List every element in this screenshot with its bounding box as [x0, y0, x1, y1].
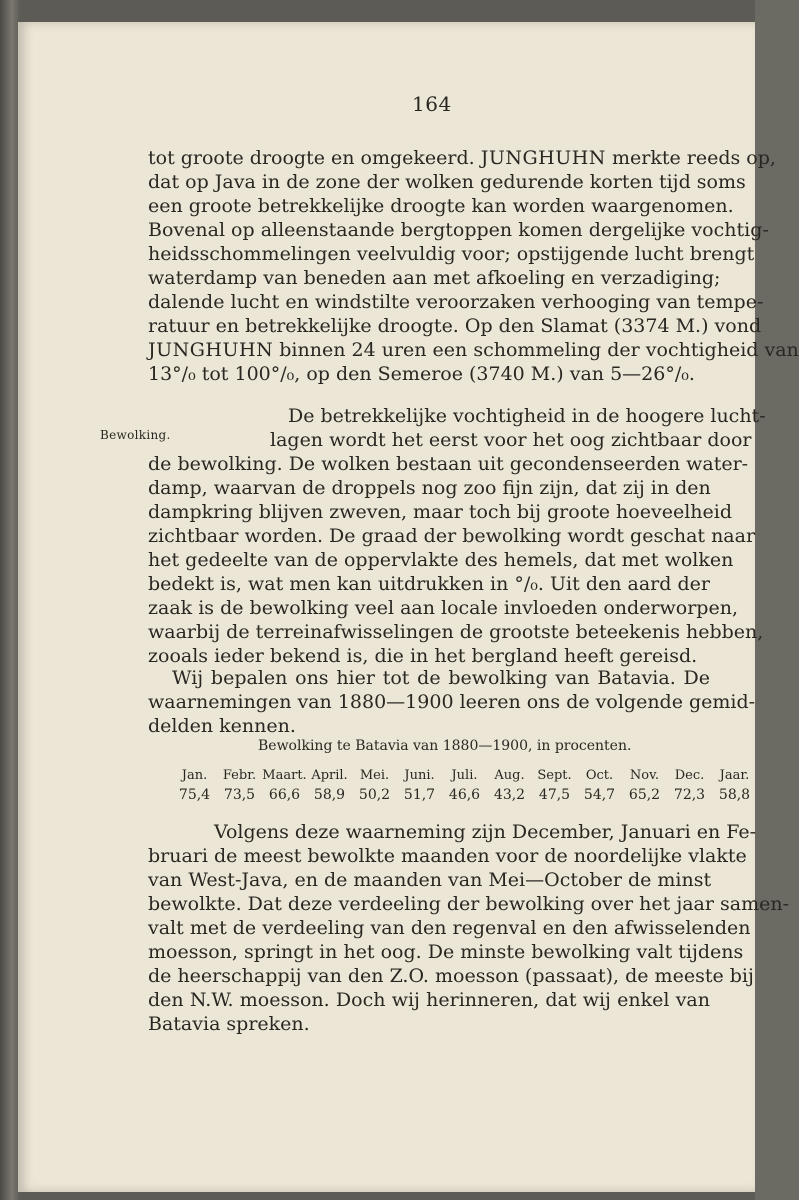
text-line: zaak is de bewolking veel aan locale invloeden onderworpen,	[148, 597, 738, 619]
table-row	[172, 785, 757, 805]
page-number: 164	[412, 92, 452, 116]
text-line: dalende lucht en windstilte veroorzaken verhooging van tempe-	[148, 291, 764, 313]
paragraph-1	[148, 146, 799, 386]
text-line: waarbij de terreinafwisselingen de grootste beteekenis hebben,	[148, 621, 764, 643]
table-cell: 75,4	[178, 787, 211, 803]
text-line: 13°/₀ tot 100°/₀, op den Semeroe (3740 M.) van 5—26°/₀.	[148, 363, 695, 385]
month-header: Sept.	[537, 768, 572, 783]
month-header: Oct.	[585, 768, 614, 783]
table-cell: 51,7	[403, 787, 436, 803]
text-line: een groote betrekkelijke droogte kan worden waargenomen.	[148, 195, 734, 217]
table-cell: 50,2	[358, 787, 391, 803]
text-line: delden kennen.	[148, 715, 296, 737]
author-name: JUNGHUHN	[148, 339, 274, 361]
table-cell: 66,6	[268, 787, 301, 803]
text-line: zichtbaar worden. De graad der bewolking wordt geschat naar	[148, 525, 756, 547]
paragraph-4	[148, 820, 789, 1036]
month-header: Nov.	[629, 768, 660, 783]
margin-note: Bewolking.	[100, 428, 171, 442]
table-cell: 73,5	[223, 787, 256, 803]
month-header: Aug.	[494, 768, 525, 783]
paragraph-2	[148, 404, 766, 668]
text-line: van West-Java, en de maanden van Mei—October de minst	[148, 869, 712, 891]
text-line: lagen wordt het eerst voor het oog zichtbaar door	[270, 429, 752, 451]
text-line: de bewolking. De wolken bestaan uit gecondenseerden water-	[148, 453, 749, 475]
text-line: damp, waarvan de droppels nog zoo fijn zijn, dat zij in den	[148, 477, 711, 499]
month-header: Juli.	[451, 768, 478, 783]
text-line: zooals ieder bekend is, die in het bergland heeft gereisd.	[148, 645, 698, 667]
table-cell: 43,2	[493, 787, 526, 803]
text-line: waterdamp van beneden aan met afkoeling en verzadiging;	[148, 267, 721, 289]
text-line: den N.W. moesson. Doch wij herinneren, dat wij enkel van	[148, 989, 710, 1011]
text-line: bruari de meest bewolkte maanden voor de noordelijke vlakte	[148, 845, 747, 867]
text-line: bewolkte. Dat deze verdeeling der bewolking over het jaar samen-	[148, 893, 789, 915]
month-header: Maart.	[262, 768, 307, 783]
text-line: de heerschappij van den Z.O. moesson (passaat), de meeste bij	[148, 965, 754, 987]
table-cell: 58,8	[718, 787, 751, 803]
text-line: het gedeelte van de oppervlakte des hemels, dat met wolken	[148, 549, 734, 571]
table-cell: 58,9	[313, 787, 346, 803]
month-header: Dec.	[674, 768, 705, 783]
month-header: Juni.	[404, 768, 435, 783]
text-line: dat op Java in de zone der wolken gedurende korten tijd soms	[148, 171, 746, 193]
text-line: dampkring blijven zweven, maar toch bij groote hoeveelheid	[148, 501, 732, 523]
table-header-row	[172, 766, 757, 785]
table-cell: 46,6	[448, 787, 481, 803]
month-header: Febr.	[222, 768, 257, 783]
text-line: Volgens deze waarneming zijn December, Januari en Fe-	[214, 821, 757, 843]
text-line: moesson, springt in het oog. De minste bewolking valt tijdens	[148, 941, 744, 963]
text-line: valt met de verdeeling van den regenval en den afwisselenden	[148, 917, 751, 939]
text-line: tot groote droogte en omgekeerd. JUNGHUHN merkte reeds op,	[148, 147, 776, 169]
text-line: waarnemingen van 1880—1900 leeren ons de volgende gemid-	[148, 691, 756, 713]
text-line: Batavia spreken.	[148, 1013, 310, 1035]
text-line: bedekt is, wat men kan uitdrukken in °/₀. Uit den aard der	[148, 573, 710, 595]
text-line: heidsschommelingen veelvuldig voor; opstijgende lucht brengt	[148, 243, 755, 265]
table-cell: 47,5	[538, 787, 571, 803]
text-line: Bovenal op alleenstaande bergtoppen komen dergelijke vochtig-	[148, 219, 769, 241]
cloudiness-table	[172, 766, 757, 805]
month-header: Mei.	[359, 768, 390, 783]
paragraph-3	[148, 666, 756, 738]
year-header: Jaar.	[719, 768, 750, 783]
text-line: JUNGHUHN binnen 24 uren een schommeling der vochtigheid van	[148, 339, 799, 361]
author-name: JUNGHUHN	[480, 147, 606, 169]
text-line: Wij bepalen ons hier tot de bewolking van Batavia. De	[172, 667, 710, 689]
table-cell: 65,2	[628, 787, 661, 803]
table-cell: 54,7	[583, 787, 616, 803]
table-caption: Bewolking te Batavia van 1880—1900, in procenten.	[258, 738, 632, 754]
text-line: De betrekkelijke vochtigheid in de hoogere lucht-	[288, 405, 766, 427]
month-header: Jan.	[181, 768, 208, 783]
month-header: April.	[311, 768, 348, 783]
text-line: ratuur en betrekkelijke droogte. Op den Slamat (3374 M.) vond	[148, 315, 762, 337]
table-cell: 72,3	[673, 787, 706, 803]
